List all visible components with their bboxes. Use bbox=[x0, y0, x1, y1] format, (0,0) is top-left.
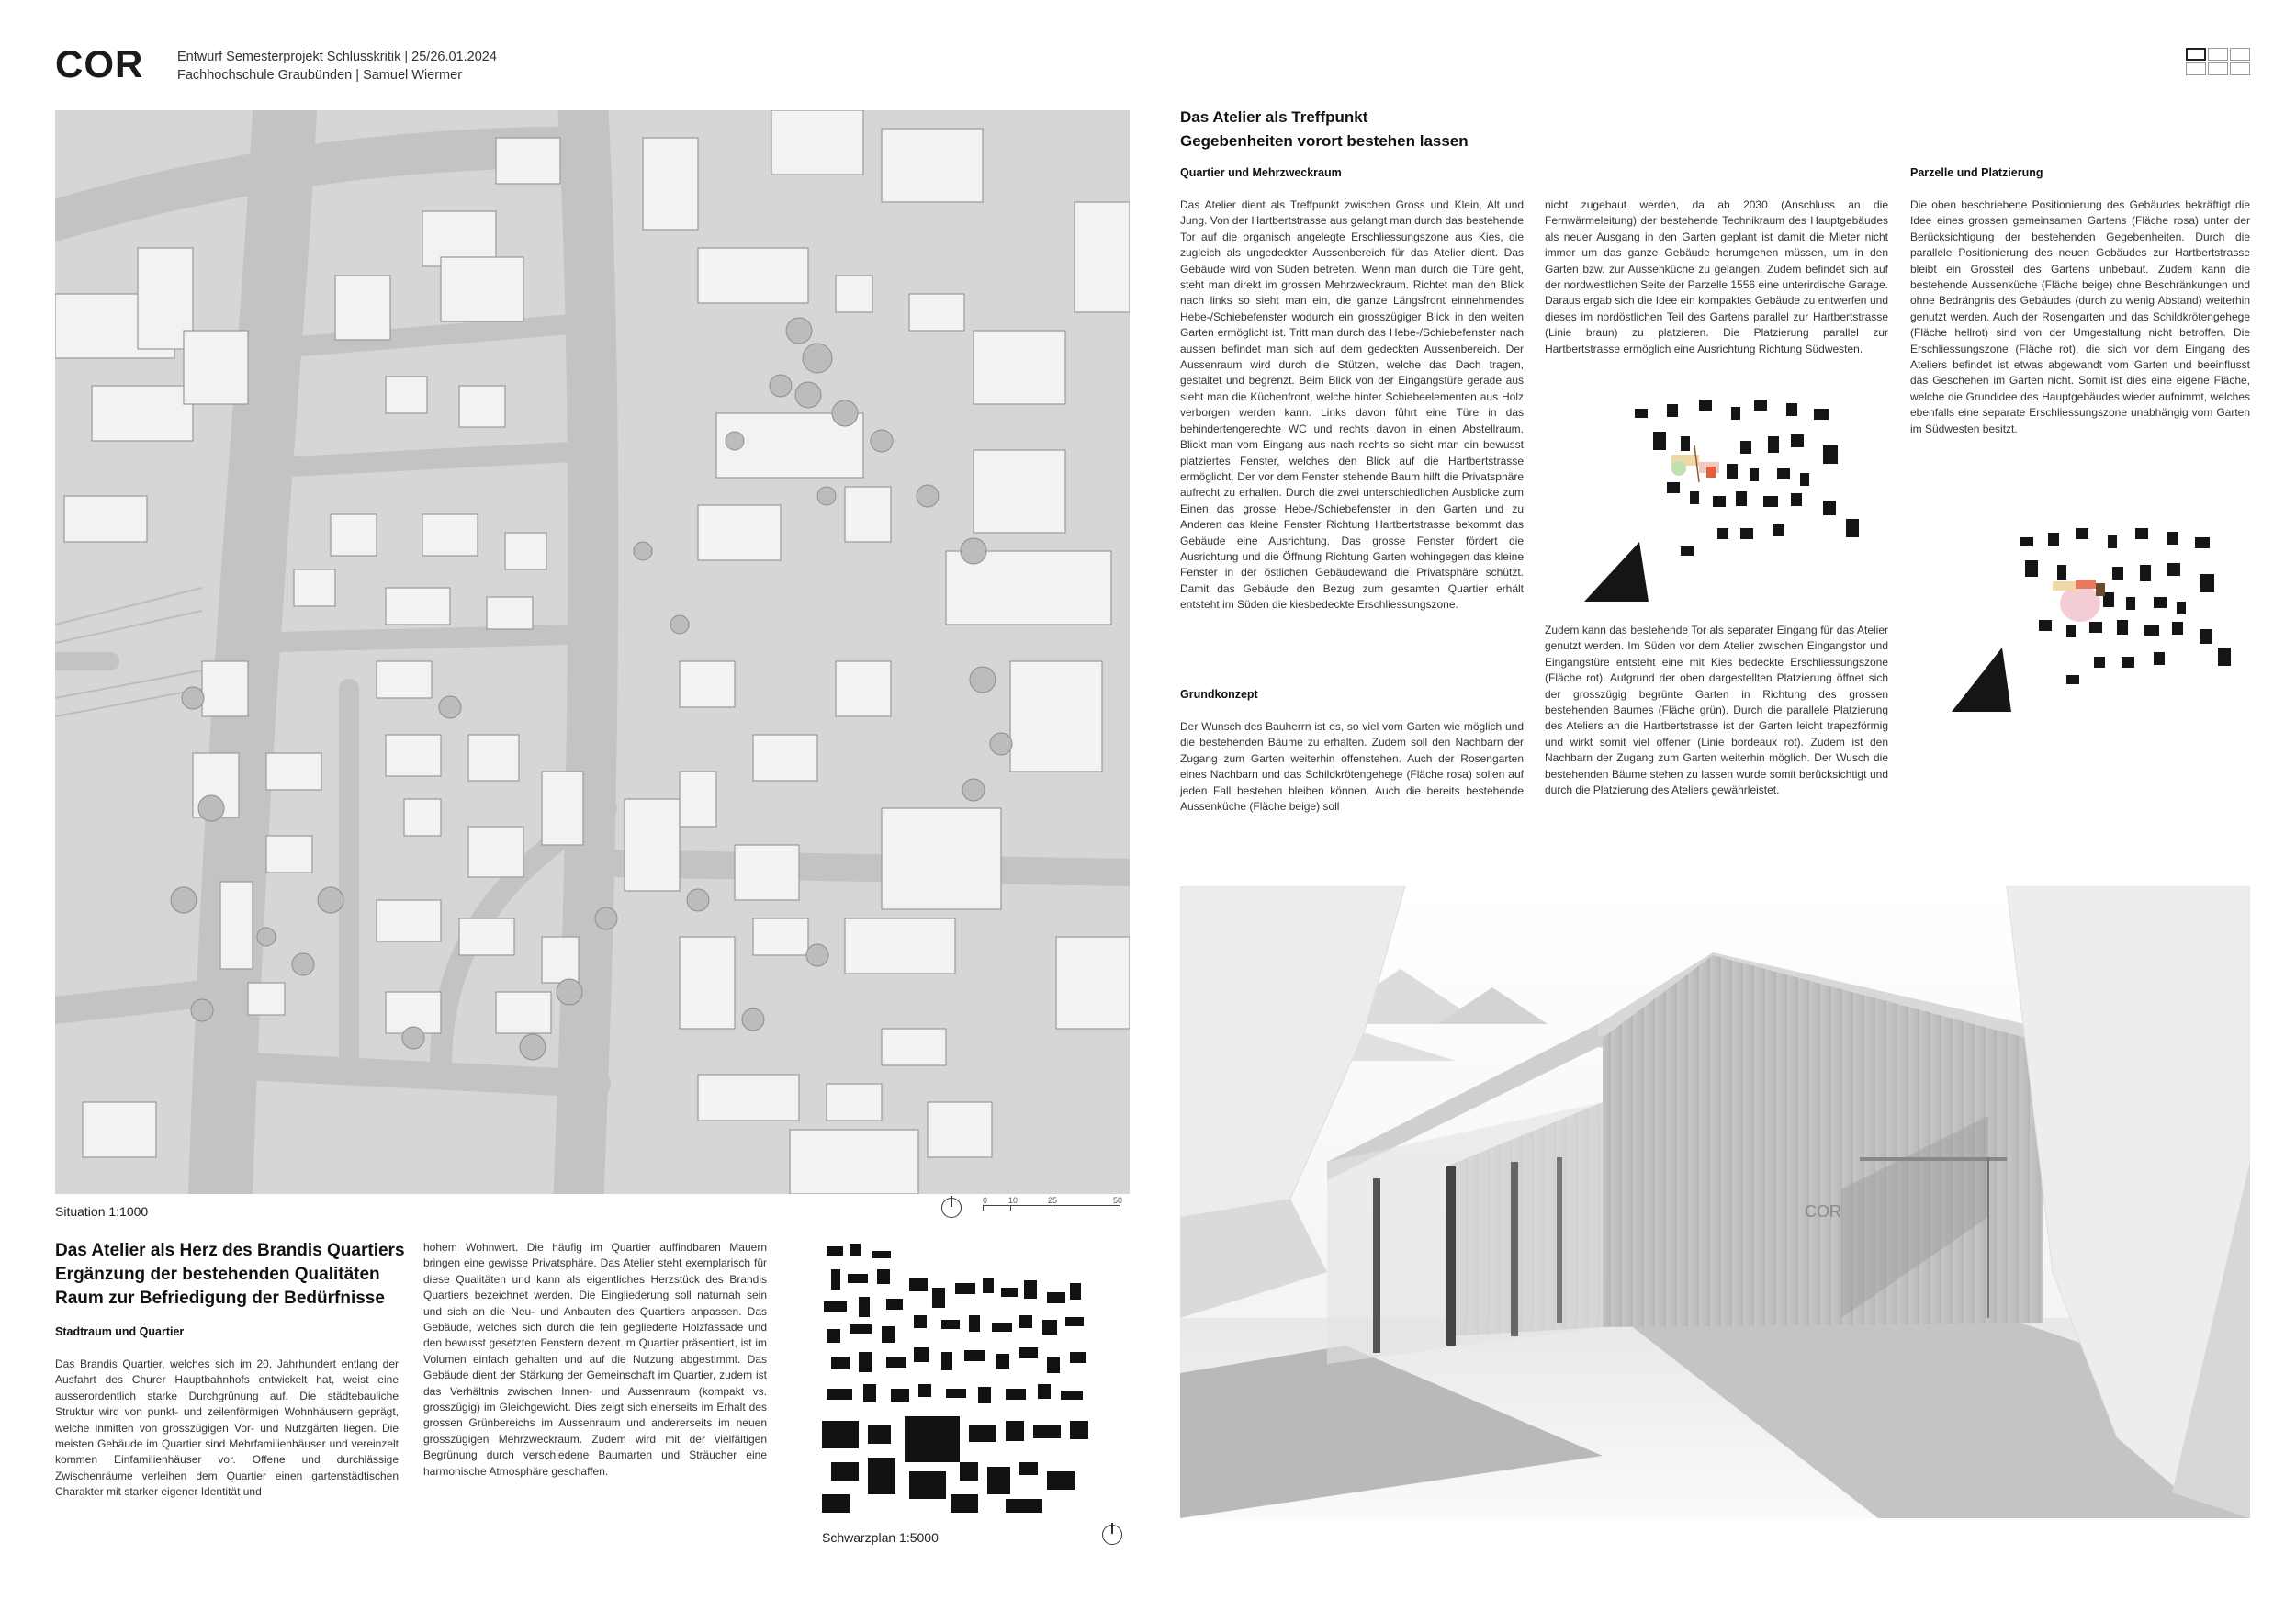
left-body-col2: hohem Wohnwert. Die häufig im Quartier auffindbaren Mauern bringen eine gewisse Privatsphäre. Das Atelier steht exemplarisch für diese Qualitäten und kann als eigentliches Herzstück des Brandis Quartiers bezeichnet werden. Die Eingliederung soll naturnah sein und sich an die Neu- und Anbauten des Quartiers anpassen. Das Gebäude, welches sich durch die fein gegliederte Holzfassade und den bewusst gesetzten Fenstern dezent im Quartier präsentiert, ist im Volumen einfach gehalten und auf die Nutzung abgestimmt. Das Gebäude dient der Stärkung der Gemeinschaft im Quartier, zudem ist das Verhältnis zwischen Innen- und Aussenraum (kompakt vs. grosszügig) im Gleichgewicht. Dies zeigt sich einerseits im Erhalt des grossen Grünbereichs im Aussenraum und andererseits im neuen grosszügigen Mehrzweckraum. Zudem wird mit der vielfältigen Begrünung durch verschiedene Baumarten und Sträucher eine harmonische Atmosphäre geschaffen. bbox=[423, 1241, 767, 1478]
schwarzplan-caption: Schwarzplan 1:5000 bbox=[822, 1530, 939, 1545]
scale-label-25: 25 bbox=[1048, 1196, 1058, 1205]
schwarzplan-drawing bbox=[822, 1242, 1097, 1517]
right-body-col1: Das Atelier dient als Treffpunkt zwischen Gross und Klein, Alt und Jung. Von der Hartbertstrasse aus gelangt man durch das bestehende Tor auf die organisch angelegte Erschliessungszone aus Kies, die zugleich als ungedeckter Aussenbereich für das Atelier dient. Das Gebäude wird von Süden betreten. Wenn man durch die Türe geht, steht man direkt im grossen Mehrzweckraum. Richtet man den Blick nach links so sieht man ein, die ganze Längsfront einnehmendes Hebe-/Schiebefenster wodurch ein grosszügiger Blick in den weiten Garten ermöglicht ist. Tritt man durch das Hebe-/Schiebefenster nach aussen befindet man sich auf dem gedeckten Aussenbereich. Der Aussenraum wird durch die Stützen, welche das Dach tragen, gestaltet und begrenzt. Beim Blick von der Eingangstüre gerade aus sieht man die Küchenfront, welche hinter Schiebeelementen aus Holz verborgen werden kann. Links davon führt eine Türe in das behindertengerechte WC und rechts davon in einen Abstellraum. Blickt man vom Eingang aus nach rechts so sieht man ein bewusst platziertes Fenster, welches den Blick auf die Hartbertstrasse ermöglicht. Der vor dem Fenster stehende Baum hilft die Privatsphäre aufrecht zu erhalten. Durch die zwei unterschiedlichen Ausblicke zum Einen das grosse Hebe-/Schiebefenster in den Garten und zu Anderen das kleine Fenster Richtung Hartbertstrasse bekommt das Gebäude eine Ausrichtung. Das grosse Fenster fördert die Ausrichtung und die Öffnung Richtung Garten wohingegen das kleine Fenster in der östlichen Gebäudewand die Privatsphäre schützt. Damit das Gebäude den Bezug zum gesamten Quartier erhält entsteht im Süden die kiesbedeckte Erschliessungszone. bbox=[1180, 198, 1524, 612]
schwarzplan bbox=[822, 1242, 1097, 1517]
right-subtitle-parzelle: Parzelle und Platzierung bbox=[1910, 166, 2043, 179]
left-subtitle: Stadtraum und Quartier bbox=[55, 1325, 185, 1338]
right-subtitle-grundkonzept: Grundkonzept bbox=[1180, 688, 1258, 701]
header-school-line: Fachhochschule Graubünden | Samuel Wiermer bbox=[177, 68, 463, 83]
scale-bar bbox=[983, 1205, 1120, 1214]
situation-caption: Situation 1:1000 bbox=[55, 1204, 149, 1219]
header-project-line: Entwurf Semesterprojekt Schlusskritik | 25/26.01.2024 bbox=[177, 50, 497, 64]
exterior-render-drawing bbox=[1180, 886, 2250, 1518]
site-plan bbox=[55, 110, 1130, 1194]
page-cell-5 bbox=[2208, 62, 2228, 75]
placement-diagram-2 bbox=[1938, 519, 2241, 721]
page-cell-2 bbox=[2208, 48, 2228, 61]
header-info bbox=[177, 48, 497, 84]
right-body-col2: nicht zugebaut werden, da ab 2030 (Anschluss an die Fernwärmeleitung) der bestehende Technikraum des Hauptgebäudes als neuer Ausgang in den Garten geplant ist damit die Mieter nicht immer um das ganze Gebäude herumgehen müssen, um in den Garten bzw. zur Aussenküche zu gelangen. Zudem befindet sich auf der nordwestlichen Seite der Parzelle 1556 eine unterirdische Garage. Daraus ergab sich die Idee ein kompaktes Gebäude zu entwerfen und dieses im nordöstlichen Teil des Gartens parallel zur Hartbertstrasse (Linie braun) zu platzieren. Die Platzierung parallel zur Hartbertstrasse ermöglich eine Ausrichtung Richtung Südwesten. bbox=[1545, 198, 1888, 355]
left-title-2: Ergänzung der bestehenden Qualitäten bbox=[55, 1265, 380, 1284]
placement-diagram-1 bbox=[1580, 390, 1864, 611]
placement-diagram-1-drawing bbox=[1580, 390, 1864, 611]
page-cell-6 bbox=[2230, 62, 2250, 75]
north-arrow-icon bbox=[941, 1198, 962, 1218]
page-cell-3 bbox=[2230, 48, 2250, 61]
scale-label-50: 50 bbox=[1113, 1196, 1123, 1205]
right-body-col2b: Zudem kann das bestehende Tor als separater Eingang für das Atelier genutzt werden. Im Süden vor dem Atelier zwischen Eingangstor und Eingangstüre entsteht eine mit Kies bedeckte Erschliessungszone (Fläche rot). Aufgrund der oben dargestellten Platzierung öffnet sich der grosszügig begrünte Garten in Richtung des grossen bestehenden Baumes (Fläche grün). Durch die parallele Platzierung des Ateliers an die Hartbertstrasse ist der Garten leicht trapezförmig und wirkt somit viel offener (Linie bordeaux rot). Zudem ist den Nachbarn der Zugang zum Garten weiterhin möglich. Der Wusch die bestehenden Bäume stehen zu lassen wurde somit berücksichtigt und durch die Platzierung des Ateliers gewährleistet. bbox=[1545, 624, 1888, 797]
exterior-render bbox=[1180, 886, 2250, 1518]
scale-label-0: 0 bbox=[983, 1196, 988, 1205]
left-title-3: Raum zur Befriedigung der Bedürfnisse bbox=[55, 1289, 385, 1308]
site-plan-drawing bbox=[55, 110, 1130, 1194]
left-body-col1: Das Brandis Quartier, welches sich im 20. Jahrhundert entlang der Ausfahrt des Churer Hauptbahnhofs entwickelt hat, weist eine ausserordentlich starke Durchgrünung auf. Die städtebauliche Struktur wird von punkt- und zeilenförmigen Wohnhäusern geprägt, welche inmitten von grosszügigen Vor- und Nutzgärten liegen. Die meisten Gebäude im Quartier sind Mehrfamilienhäuser und vereinzelt kommen Einfamilienhäuser vor. Offene und durchlässige Zwischenräume verleihen dem Quartier einen gartenstädtischen Charakter mit starker eigener Identität und bbox=[55, 1357, 399, 1499]
right-subtitle-quartier: Quartier und Mehrzweckraum bbox=[1180, 166, 1342, 179]
logo: COR bbox=[55, 42, 144, 85]
scale-label-10: 10 bbox=[1008, 1196, 1019, 1205]
facade-logo: COR bbox=[1805, 1202, 1841, 1221]
north-arrow-icon bbox=[1102, 1525, 1122, 1545]
right-title-1: Das Atelier als Treffpunkt bbox=[1180, 108, 1368, 126]
right-body-col3: Die oben beschriebene Positionierung des Gebäudes bekräftigt die Idee eines grossen gemeinsamen Gartens (Fläche rosa) unter der Berücksichtigung der bestehenden Gegebenheiten. Durch die parallele Positionierung des neuen Gebäudes zur Hartbertstrasse bleibt ein Grossteil des Gartens unbebaut. Zudem kann die bestehende Aussenküche (Fläche beige) ohne Beschränkungen und ohne Bedrängnis des Gebäudes (durch zu wenig Abstand) weiterhin genutzt werden. Auch der Rosengarten und das Schildkrötengehege (Fläche hellrot) sind von der Umgestaltung nicht betroffen. Die Erschliessungszone (Fläche rot), die sich vor dem Eingang des Ateliers befindet ist etwas abgewandt vom Garten und beeinflusst das Geschehen im Garten nicht. Somit ist dies eine eigene Fläche, welche die Grundidee des Hauptgebäudes wieder aufnimmt, welches ebenfalls eine separate Erschliessungszone unabhängig vom Garten im Südwesten besitzt. bbox=[1910, 198, 2250, 435]
page-indicator bbox=[2186, 48, 2252, 77]
placement-diagram-2-drawing bbox=[1938, 519, 2241, 721]
left-title-1: Das Atelier als Herz des Brandis Quartiers bbox=[55, 1241, 405, 1260]
page-cell-1 bbox=[2186, 48, 2206, 61]
right-body-col1b: Der Wunsch des Bauherrn ist es, so viel vom Garten wie möglich und die bestehenden Bäume zu erhalten. Zudem soll den Nachbarn der Zugang zum Garten weiterhin offenstehen. Auch der Rosengarten eines Nachbarn und das Schildkrötengehege (Fläche rosa) sollen auf jeden Fall bestehen bleiben können. Auch die bereits bestehende Aussenküche (Fläche beige) soll bbox=[1180, 720, 1524, 814]
page-cell-4 bbox=[2186, 62, 2206, 75]
right-heading bbox=[1180, 106, 1731, 153]
left-heading bbox=[55, 1239, 441, 1311]
right-title-2: Gegebenheiten vorort bestehen lassen bbox=[1180, 132, 1469, 150]
